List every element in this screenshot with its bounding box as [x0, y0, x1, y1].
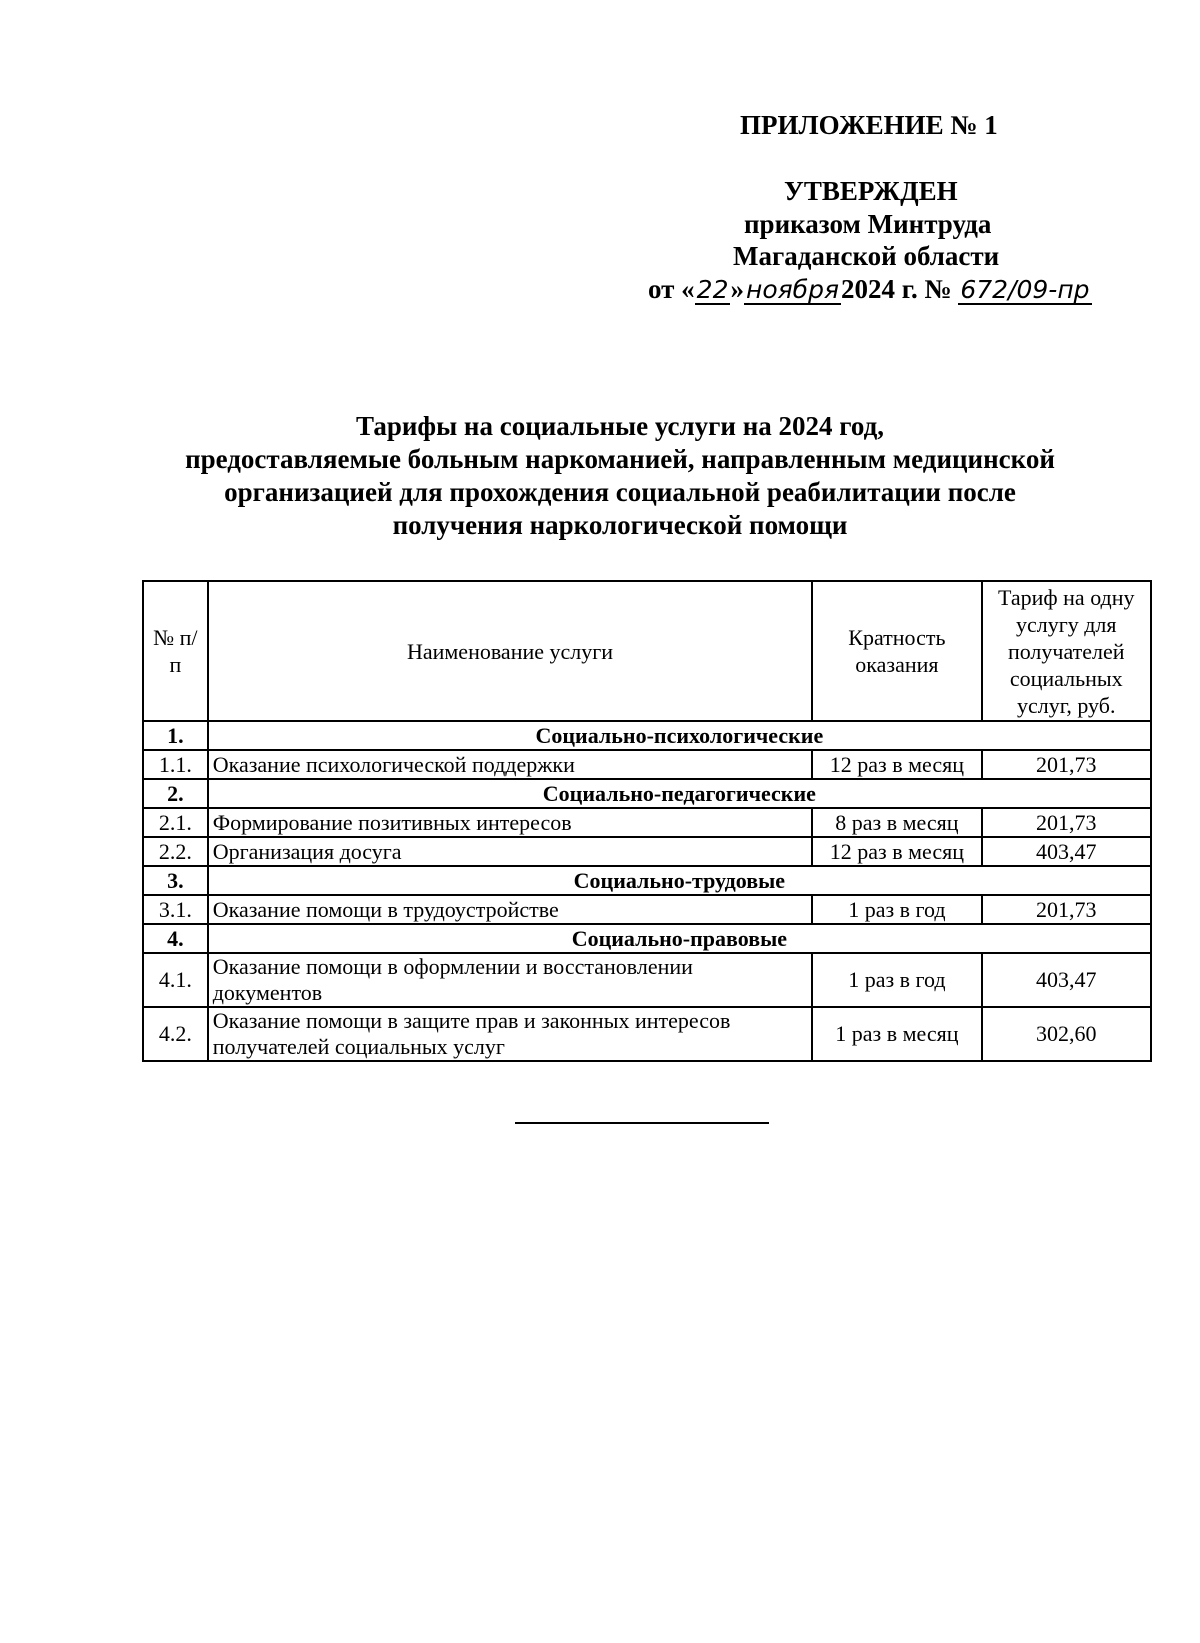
table-row — [143, 837, 1151, 866]
row-frequency: 12 раз в месяц — [812, 750, 981, 779]
section-row — [143, 866, 1151, 895]
section-row — [143, 779, 1151, 808]
row-tariff: 201,73 — [982, 895, 1151, 924]
row-name: Формирование позитивных интересов — [208, 808, 813, 837]
section-title: Социально-трудовые — [208, 866, 1151, 895]
row-num: 1.1. — [143, 750, 208, 779]
section-title: Социально-педагогические — [208, 779, 1151, 808]
section-row — [143, 721, 1151, 750]
approved-label: УТВЕРЖДЕН — [784, 176, 958, 206]
handwritten-order-number: 672/09-пр — [960, 275, 1090, 304]
section-row — [143, 924, 1151, 953]
table-row — [143, 895, 1151, 924]
row-name: Оказание психологической поддержки — [208, 750, 813, 779]
title-line: получения наркологической помощи — [392, 510, 848, 540]
date-mid: » — [730, 274, 744, 304]
row-frequency: 1 раз в месяц — [812, 1007, 981, 1061]
section-num: 3. — [143, 866, 208, 895]
section-num: 1. — [143, 721, 208, 750]
table-row — [143, 953, 1151, 1007]
row-num: 4.2. — [143, 1007, 208, 1061]
title-line: организацией для прохождения социальной реабилитации после — [224, 477, 1016, 507]
order-by-line: приказом Минтруда — [744, 209, 992, 239]
handwritten-day: 22 — [696, 275, 729, 304]
row-name: Оказание помощи в защите прав и законных интересов получателей социальных услуг — [208, 1007, 813, 1061]
order-date-line — [648, 274, 1092, 305]
row-num: 3.1. — [143, 895, 208, 924]
appendix-title: ПРИЛОЖЕНИЕ № 1 — [740, 110, 998, 140]
row-tariff: 403,47 — [982, 837, 1151, 866]
section-title: Социально-психологические — [208, 721, 1151, 750]
row-name: Оказание помощи в оформлении и восстановлении документов — [208, 953, 813, 1007]
row-frequency: 8 раз в месяц — [812, 808, 981, 837]
document-title — [140, 410, 1100, 542]
title-line: Тарифы на социальные услуги на 2024 год, — [355, 411, 884, 441]
header-tariff: Тариф на одну услугу для получателей социальных услуг, руб. — [982, 581, 1151, 721]
section-num: 2. — [143, 779, 208, 808]
row-tariff: 201,73 — [982, 750, 1151, 779]
title-line: предоставляемые больным наркоманией, направленным медицинской — [185, 444, 1055, 474]
row-num: 4.1. — [143, 953, 208, 1007]
table-row — [143, 1007, 1151, 1061]
row-tariff: 201,73 — [982, 808, 1151, 837]
row-frequency: 1 раз в год — [812, 895, 981, 924]
handwritten-month: ноября — [745, 275, 839, 304]
header-frequency: Кратность оказания — [812, 581, 981, 721]
date-year: 2024 г. № — [841, 274, 952, 304]
row-tariff: 403,47 — [982, 953, 1151, 1007]
row-name: Организация досуга — [208, 837, 813, 866]
table-header-row — [143, 581, 1151, 721]
table-row — [143, 750, 1151, 779]
section-num: 4. — [143, 924, 208, 953]
tariffs-table — [142, 580, 1152, 1062]
end-divider — [515, 1122, 769, 1124]
section-title: Социально-правовые — [208, 924, 1151, 953]
date-prefix: от « — [648, 274, 695, 304]
row-num: 2.2. — [143, 837, 208, 866]
row-frequency: 12 раз в месяц — [812, 837, 981, 866]
header-num: № п/п — [143, 581, 208, 721]
header-name: Наименование услуги — [208, 581, 813, 721]
region-line: Магаданской области — [733, 241, 1000, 271]
row-num: 2.1. — [143, 808, 208, 837]
row-frequency: 1 раз в год — [812, 953, 981, 1007]
row-name: Оказание помощи в трудоустройстве — [208, 895, 813, 924]
table-row — [143, 808, 1151, 837]
row-tariff: 302,60 — [982, 1007, 1151, 1061]
